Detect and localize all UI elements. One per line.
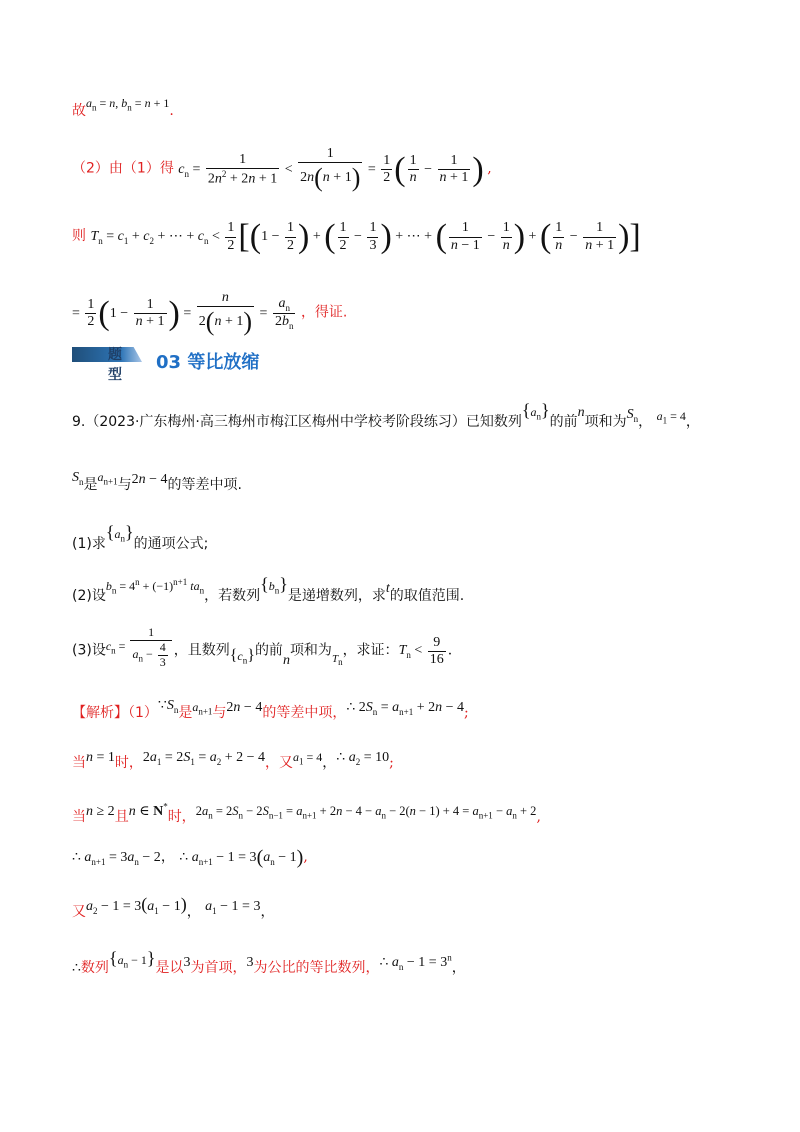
q9-part3: (3)设$c_n$ = 1 $a_n$ − $\frac{4}{3}$ ，且数列$\{c_n\}$的前n项和为$_{T_n}$，求证：$T_n$ < $\frac{9}{16}$ . xyxy=(72,625,453,669)
part2-prefix: （2）由（1）得 xyxy=(72,160,174,177)
section-tag-bar xyxy=(72,347,142,362)
you2: 又 xyxy=(72,904,86,920)
case-n1-line: 当n = 1时，$2a_1 = 2S_1 = a_2 + 2 - 4$，又$a_1 = 4$，∴ $a_2 = 10$; xyxy=(72,750,394,771)
jiexi-line: 【解析】$(1)\because S_n$是$a_{n+1}$与2n − 4的等差中项，∴ $2S_n = a_{n+1} + 2n - 4$; xyxy=(72,698,469,721)
dang2: 当 xyxy=(72,809,86,825)
section-title: 03 等比放缩 xyxy=(156,352,260,373)
q9-shi: 是 xyxy=(83,477,98,493)
q9-part1-suffix: 的通项公式; xyxy=(133,536,209,552)
q9-line1: 9.（2023·广东梅州·高三梅州市梅江区梅州中学校考阶段练习）已知数列$\{a_n\}$的前n项和为$S_n$， $a_1 = 4$， xyxy=(72,400,700,430)
q9-part2-prefix: (2)设 xyxy=(72,588,106,604)
formula-an-bn: $a_n = n$, $b_n = n + 1$ xyxy=(86,96,170,113)
jiexi-yu: 与 xyxy=(212,705,227,721)
q9-part2: (2)设$b_n = 4^n + (-1)^{n+1}$ $ta_n$，若数列$\{b_n\}$是递增数列，求t的取值范围. xyxy=(72,574,465,604)
tn-sum-formula: $T_n = c_1 + c_2$ + ⋯ + $c_n$ < $\frac{1}{2}$ [(1 − $\frac{1}{2}$ ) + ( $\frac{1}{2}$ − $\frac{1}{3}$ ) + ⋯ + ( $\frac{1}{n - 1}$ − $\frac{1}{n}$ ) + ( $\frac{1}{n}$ − $\frac{1}{n + 1}$ )] xyxy=(90,218,641,255)
ze-text: 则 xyxy=(72,228,86,245)
q9-part1-prefix: (1)求 xyxy=(72,536,106,552)
q9-part3-mid: ，且数列 xyxy=(173,642,230,659)
section-tag-label: 题型 xyxy=(108,347,123,383)
cn-bound-formula: $c_n$ = $\frac{1}{2n^2 + 2n + 1}$ < $\frac{1}{2n(n + 1)}$ = $\frac{1}{2}$ ( $\frac{1}{n}$ − $\frac{1}{n + 1}$ ) xyxy=(178,146,484,193)
you-line: 又$a_2 - 1 = 3(a_1 - 1)$， $a_1 - 1 = 3$， xyxy=(72,894,275,920)
shulie: 数列 xyxy=(80,960,109,976)
jiexi-shi: 是 xyxy=(178,705,193,721)
qie: 且 xyxy=(114,809,129,825)
result-formula: = $\frac{1}{2}$ (1 − $\frac{1}{n + 1}$ ) = $\frac{n}{2(n + 1)}$ = $\frac{a_n}{2b_n}$ xyxy=(72,290,294,337)
q9-mid2: 项和为 xyxy=(584,414,627,430)
q9-line2-end: 的等差中项. xyxy=(167,477,242,493)
shi1: 时， xyxy=(114,755,143,771)
q9-prefix: 9.（2023·广东梅州·高三梅州市梅江区梅州中学校考阶段练习）已知数列 xyxy=(72,414,522,430)
q9-mid1: 的前 xyxy=(549,414,578,430)
q9-part1: (1)求$\{a_n\}$的通项公式; xyxy=(72,522,209,552)
q9-yu: 与 xyxy=(117,477,132,493)
q9-part2-end: 的取值范围. xyxy=(389,588,465,604)
geometric-line: ∴数列$\{a_n - 1\}$是以3为首项，3为公比的等比数列，∴ $a_n - 1 = 3^n$， xyxy=(72,948,466,976)
shouxiang: 为首项， xyxy=(190,960,247,976)
you1: ，又 xyxy=(265,755,294,771)
gongbi: 为公比的等比数列， xyxy=(253,960,380,976)
shi-yi: 是以 xyxy=(155,960,184,976)
jiexi-label: 【解析】（1） xyxy=(72,705,158,721)
q9-line2: $S_n$是$a_{n+1}$与2n − 4的等差中项. xyxy=(72,470,242,493)
q9-part3-prefix: (3)设 xyxy=(72,642,106,659)
q9-part3-mid3: 项和为 xyxy=(289,642,332,659)
jiexi-end: 的等差中项， xyxy=(262,705,347,721)
q9-part2-mid: ，若数列 xyxy=(204,588,261,604)
part2-line: （2）由（1）得 $c_n$ = $\frac{1}{2n^2 + 2n + 1}$ < $\frac{1}{2n(n + 1)}$ = $\frac{1}{2}$ ( $\frac{1}{n}$ − $\frac{1}{n + 1}$ ) , xyxy=(72,146,492,193)
gu-text: 故 xyxy=(72,103,86,119)
q9-a1: $a_1 = 4$ xyxy=(656,409,686,426)
tn-line xyxy=(72,218,740,256)
recurrence-line: ∴ $a_{n+1} = 3a_n - 2$， ∴ $a_{n+1} - 1 = 3(a_n - 1)$, xyxy=(72,846,308,869)
shi2: 时， xyxy=(167,809,196,825)
result-line xyxy=(72,290,740,337)
q9-part3-mid4: ，求证： xyxy=(342,642,399,659)
desheng-text: ，得证. xyxy=(300,304,348,321)
q9-part2-mid2: 是递增数列，求 xyxy=(287,588,386,604)
case-n2-line: 当n ≥ 2且n ∈ N*时，$2a_n = 2S_n - 2S_{n-1} = a_{n+1} + 2n - 4 - a_n - 2(n - 1) + 4 = a_{n+1} - a_n + 2$, xyxy=(72,801,541,825)
dang1: 当 xyxy=(72,755,86,771)
q9-part3-mid2: 的前 xyxy=(254,642,283,659)
conclusion-line: 故$a_n = n$, $b_n = n + 1$. xyxy=(72,96,174,119)
